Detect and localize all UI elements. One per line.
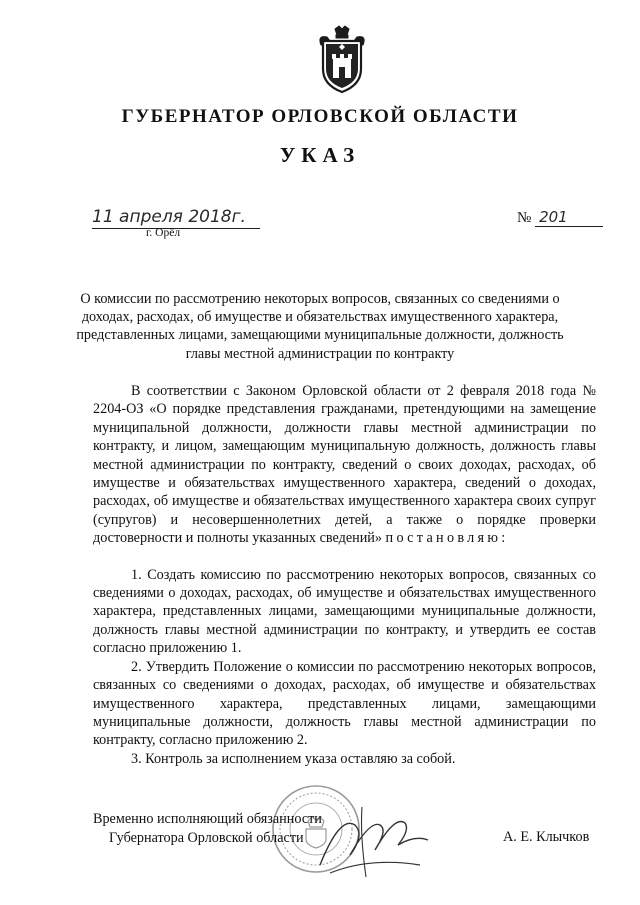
signatory-title-line1: Временно исполняющий обязанности (93, 811, 322, 827)
issuing-authority: ГУБЕРНАТОР ОРЛОВСКОЙ ОБЛАСТИ (121, 106, 519, 127)
preamble-text: В соответствии с Законом Орловской области от 2 февраля 2018 года № 2204-ОЗ «О порядке представления гражданами, претендующими на замещение муниципальной должности, должности главы местной администрации по контракту, и лицом, замещающим муниципальную должность, должность главы местной администрации по контракту, сведений о своих доходах, расходах, об имуществе и обязательствах имущественного характера, сведений о доходах, расходах, об имуществе и обязательствах имущественного характера своих супруг (супругов) и несовершеннолетних детей, а также о порядке проверки достоверности и полноты указанных сведений» (93, 383, 596, 547)
decree-item-3: 3. Контроль за исполнением указа оставляю за собой. (131, 750, 456, 767)
coat-of-arms-icon (315, 25, 369, 95)
decree-item-2: 2. Утвердить Положение о комиссии по рассмотрению некоторых вопросов, связанных со сведениями о доходах, расходах, об имуществе и обязательствах имущественного характера, представленных лицами, замещающими муниципальные должности, должность главы местной администрации по контракту, согласно приложению 2. (93, 658, 596, 749)
document-city: г. Орёл (146, 227, 181, 239)
preamble-paragraph (93, 382, 596, 548)
signatory-title (93, 810, 322, 848)
signature-icon (310, 795, 440, 885)
document-type: УКАЗ (279, 143, 361, 167)
signatory-title-line2: Губернатора Орловской области (109, 830, 304, 846)
number-prefix: № (517, 210, 532, 226)
document-date: 11 апреля 2018г. (92, 207, 260, 229)
document-body (93, 382, 596, 768)
signatory-name: А. Е. Клычков (503, 829, 590, 845)
decree-word: постановляю: (385, 530, 509, 547)
decree-item-1: 1. Создать комиссию по рассмотрению некоторых вопросов, связанных со сведениями о доходах, расходах, об имуществе и обязательствах имущественного характера, представленных лицами, замещающими муниципальные должности, должность главы местной администрации по контракту, и утвердить ее состав согласно приложению 1. (93, 566, 596, 657)
document-title: О комиссии по рассмотрению некоторых вопросов, связанных со сведениями о доходах, расходах, об имуществе и обязательствах имущественного характера, представленных лицами, замещающими муниципальные должности, должность главы местной администрации по контракту (76, 291, 564, 362)
number-value: 201 (535, 208, 603, 227)
document-number (517, 208, 603, 227)
